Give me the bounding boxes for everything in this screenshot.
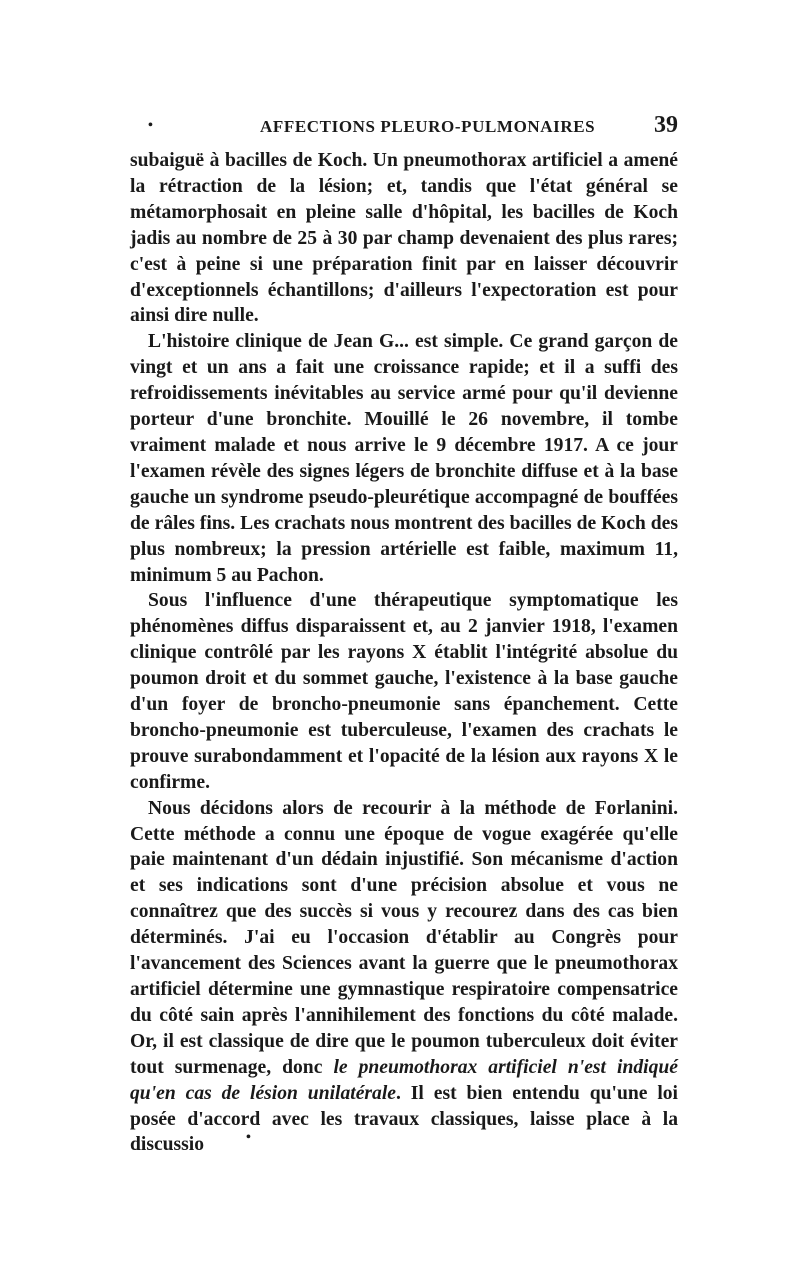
paragraph xyxy=(130,796,678,1159)
page-header xyxy=(130,112,678,142)
paragraph-text: Nous décidons alors de recourir à la méthode de Forlanini. Cette méthode a connu une époque de vogue exagérée qu'elle paie maintenant d'un dédain injustifié. Son mécanisme d'action et ses indications sont d'une précision absolue et vous ne connaîtrez que des succès si vous y recourez dans des cas bien déterminés. J'ai eu l'occasion d'établir au Congrès pour l'avancement des Sciences avant la guerre que le pneumothorax artificiel détermine une gymnastique respiratoire compensatrice du côté sain après l'annihilement des fonctions du côté malade. Or, il est classique de dire que le poumon tuberculeux doit éviter tout surmenage, donc xyxy=(130,797,678,1078)
paragraph: subaiguë à bacilles de Koch. Un pneumothorax artificiel a amené la rétraction de la lésion; et, tandis que l'état général se métamorphosait en pleine salle d'hôpital, les bacilles de Koch jadis au nombre de 25 à 30 par champ devenaient des plus rares; c'est à peine si une préparation finit par en laisser découvrir d'exceptionnels échantillons; d'ailleurs l'expectoration est pour ainsi dire nulle. xyxy=(130,150,678,327)
body-text xyxy=(130,148,678,1158)
printer-mark: • xyxy=(246,1130,251,1145)
paragraph: L'histoire clinique de Jean G... est simple. Ce grand garçon de vingt et un ans a fait une croissance rapide; et il a suffi des refroidissements inévitables au service armé pour qu'il devienne porteur d'une bronchite. Mouillé le 26 novembre, il tombe vraiment malade et nous arrive le 9 décembre 1917. A ce jour l'examen révèle des signes légers de bronchite diffuse et à la base gauche un syndrome pseudo-pleurétique accompagné de bouffées de râles fins. Les crachats nous montrent des bacilles de Koch des plus nombreux; la pression artérielle est faible, maximum 11, minimum 5 au Pachon. xyxy=(130,331,678,586)
ornament-mark: • xyxy=(148,118,153,133)
italic-emphasis: le pneumothorax artificiel n'est indiqué qu'en cas de lésion unilatérale xyxy=(130,1056,678,1104)
page-number: 39 xyxy=(654,112,678,138)
paragraph: Sous l'influence d'une thérapeutique symptomatique les phénomènes diffus disparaissent et, au 2 janvier 1918, l'examen clinique contrôlé par les rayons X établit l'intégrité absolue du poumon droit et du sommet gauche, l'existence à la base gauche d'un foyer de broncho-pneumonie sans épanchement. Cette broncho-pneumonie est tuberculeuse, l'examen des crachats le prouve surabondamment et l'opacité de la lésion aux rayons X le confirme. xyxy=(130,590,678,793)
paragraph-text: . Il est bien entendu qu'une loi posée d'accord avec les travaux classiques, laisse place à la discussio xyxy=(130,1082,679,1156)
running-head: AFFECTIONS PLEURO-PULMONAIRES xyxy=(260,117,596,136)
